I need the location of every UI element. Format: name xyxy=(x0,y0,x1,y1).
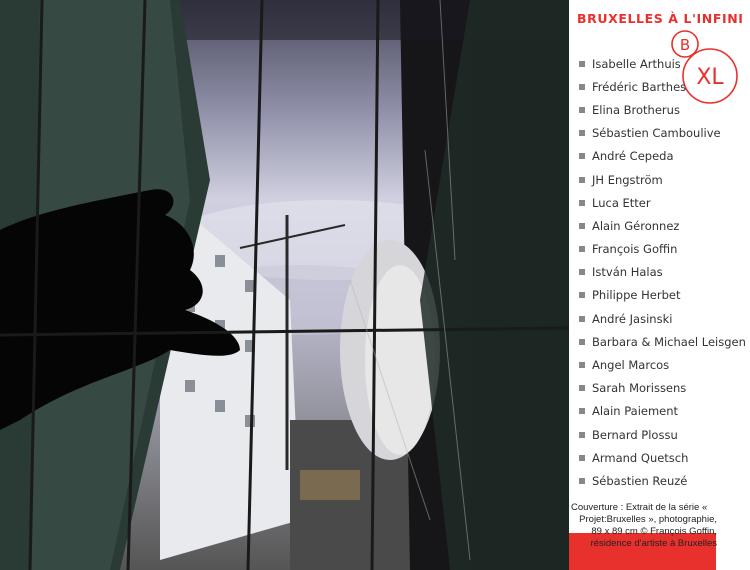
artist-name: Alain Géronnez xyxy=(592,218,680,233)
artist-name: Luca Etter xyxy=(592,195,651,210)
artist-list xyxy=(579,52,746,493)
artist-item xyxy=(579,423,746,446)
caption-line: Couverture : Extrait de la série « xyxy=(571,502,708,513)
artist-item xyxy=(579,284,746,307)
bullet-square-icon xyxy=(579,292,585,298)
bullet-square-icon xyxy=(579,339,585,345)
artist-item xyxy=(579,52,746,75)
bullet-square-icon xyxy=(579,200,585,206)
artist-name: Sébastien Reuzé xyxy=(592,473,688,488)
artist-name: Bernard Plossu xyxy=(592,427,678,442)
logo-letters-xl: XL xyxy=(696,65,724,90)
artist-name: Angel Marcos xyxy=(592,358,670,373)
artist-item xyxy=(579,238,746,261)
bullet-square-icon xyxy=(579,408,585,414)
artist-name: Alain Paiement xyxy=(592,404,679,419)
bullet-square-icon xyxy=(579,246,585,252)
cover-caption xyxy=(571,502,717,550)
artist-name: Barbara & Michael Leisgen xyxy=(592,334,746,349)
artist-item xyxy=(579,122,746,145)
artist-item xyxy=(579,353,746,376)
artist-item xyxy=(579,307,746,330)
artist-item xyxy=(579,400,746,423)
artist-item xyxy=(579,446,746,469)
artist-name: Armand Quetsch xyxy=(592,450,689,465)
artist-item xyxy=(579,261,746,284)
artist-name: Sarah Morissens xyxy=(592,381,687,396)
artist-name: Philippe Herbet xyxy=(592,288,681,303)
artist-item xyxy=(579,214,746,237)
artist-item xyxy=(579,75,746,98)
caption-line: résidence d'artiste à Bruxelles xyxy=(590,538,717,549)
artist-item xyxy=(579,377,746,400)
bullet-square-icon xyxy=(579,478,585,484)
artist-item xyxy=(579,191,746,214)
bullet-square-icon xyxy=(579,432,585,438)
artist-name: Sébastien Camboulive xyxy=(592,126,721,141)
artist-name: Elina Brotherus xyxy=(592,102,680,117)
bullet-square-icon xyxy=(579,61,585,67)
artist-name: István Halas xyxy=(592,265,663,280)
bullet-square-icon xyxy=(579,84,585,90)
artist-panel xyxy=(569,0,750,570)
bullet-square-icon xyxy=(579,269,585,275)
artist-name: Frédéric Barthes xyxy=(592,79,687,94)
bullet-square-icon xyxy=(579,130,585,136)
artist-name: André Jasinski xyxy=(592,311,673,326)
bullet-square-icon xyxy=(579,455,585,461)
artist-item xyxy=(579,330,746,353)
artist-name: Isabelle Arthuis xyxy=(592,56,681,71)
artist-name: JH Engström xyxy=(592,172,663,187)
bullet-square-icon xyxy=(579,153,585,159)
brand-title: BRUXELLES À L'INFINI xyxy=(577,11,744,26)
bullet-square-icon xyxy=(579,362,585,368)
artist-item xyxy=(579,168,746,191)
artist-name: André Cepeda xyxy=(592,149,674,164)
caption-line: 89 x 89 cm © François Goffin, xyxy=(591,526,717,537)
artist-item xyxy=(579,469,746,492)
bullet-square-icon xyxy=(579,316,585,322)
bullet-square-icon xyxy=(579,385,585,391)
bullet-square-icon xyxy=(579,107,585,113)
logo-letter-b: B xyxy=(679,36,691,54)
artist-item xyxy=(579,98,746,121)
bullet-square-icon xyxy=(579,177,585,183)
artist-name: François Goffin xyxy=(592,242,678,257)
artist-item xyxy=(579,145,746,168)
bullet-square-icon xyxy=(579,223,585,229)
caption-line: Projet:Bruxelles », photographie, xyxy=(579,514,717,525)
